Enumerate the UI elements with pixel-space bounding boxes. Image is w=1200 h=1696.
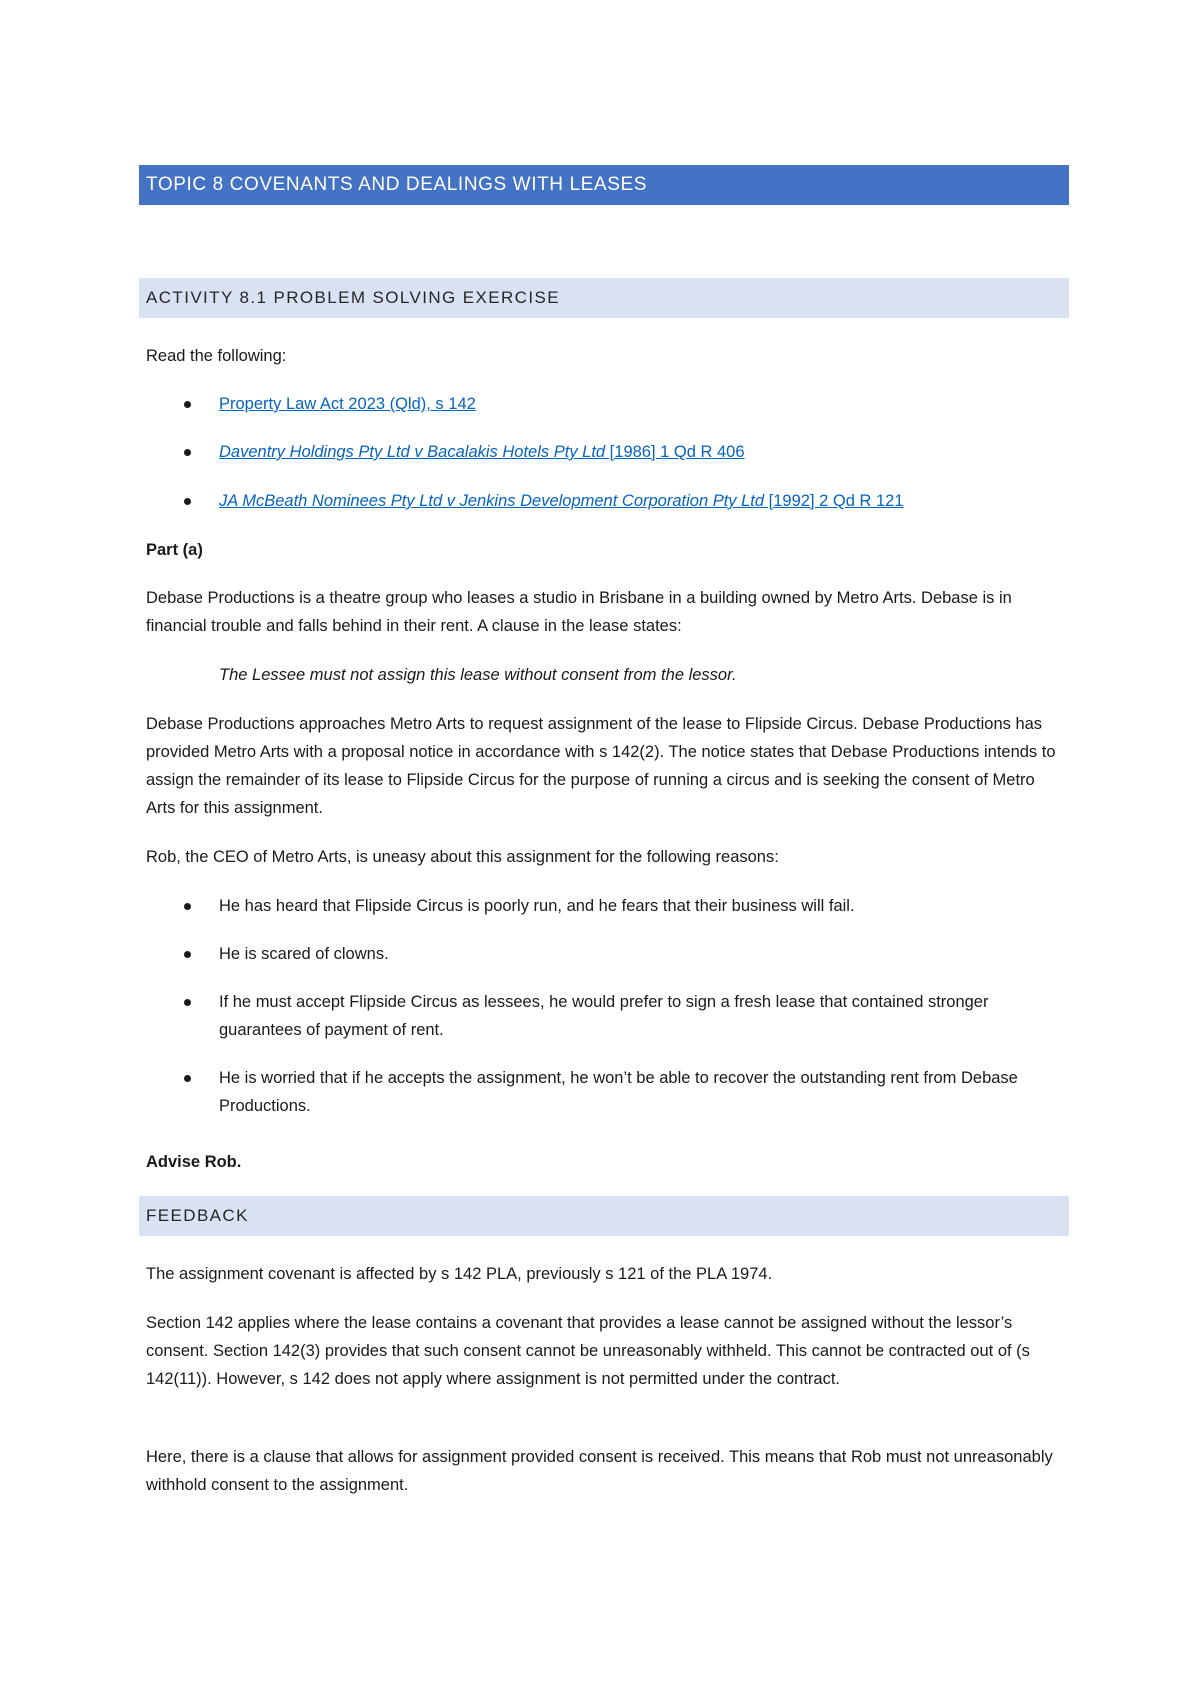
case-citation: [1986] 1 Qd R 406 <box>605 443 745 461</box>
case-name: JA McBeath Nominees Pty Ltd v Jenkins Development Corporation Pty Ltd <box>219 492 765 510</box>
lease-clause-quote: The Lessee must not assign this lease without consent from the lessor. <box>219 666 737 684</box>
bullet-icon <box>184 951 191 958</box>
topic-heading: TOPIC 8 COVENANTS AND DEALINGS WITH LEASES <box>139 165 1069 205</box>
advise-instruction: Advise Rob. <box>146 1153 242 1171</box>
activity-heading: ACTIVITY 8.1 PROBLEM SOLVING EXERCISE <box>139 278 1069 318</box>
reason-text: If he must accept Flipside Circus as lessees, he would prefer to sign a fresh lease that contained stronger guarantees of payment of rent. <box>219 993 989 1039</box>
feedback-paragraph-1: The assignment covenant is affected by s 142 PLA, previously s 121 of the PLA 1974. <box>146 1265 773 1283</box>
bullet-icon <box>184 449 191 456</box>
feedback-paragraph-3: Here, there is a clause that allows for assignment provided consent is received. This means that Rob must not unreasonably withhold consent to the assignment. <box>146 1448 1053 1494</box>
part-a-label: Part (a) <box>146 541 203 559</box>
case-name: Daventry Holdings Pty Ltd v Bacalakis Hotels Pty Ltd <box>219 443 606 461</box>
feedback-paragraph-2: Section 142 applies where the lease contains a covenant that provides a lease cannot be assigned without the lessor’s consent. Section 142(3) provides that such consent cannot be unreasonably withheld. This cannot be contracted out of (s 142(11)). However, s 142 does not apply where assignment is not permitted under the contract. <box>146 1314 1030 1388</box>
bullet-icon <box>184 1075 191 1082</box>
reason-item <box>146 940 1066 968</box>
bullet-icon <box>184 401 191 408</box>
case-citation: [1992] 2 Qd R 121 <box>764 492 904 510</box>
reason-item <box>146 892 1066 920</box>
reason-text: He has heard that Flipside Circus is poorly run, and he fears that their business will fail. <box>219 897 855 915</box>
mcbeath-case-link[interactable] <box>219 492 904 510</box>
bullet-icon <box>184 999 191 1006</box>
bullet-icon <box>184 498 191 505</box>
part-a-paragraph-2: Debase Productions approaches Metro Arts to request assignment of the lease to Flipside Circus. Debase Productions has provided Metro Arts with a proposal notice in accordance with s 142(2). The notice states that Debase Productions intends to assign the remainder of its lease to Flipside Circus for the purpose of running a circus and is seeking the consent of Metro Arts for this assignment. <box>146 715 1056 817</box>
bullet-icon <box>184 903 191 910</box>
reason-item <box>146 1064 1066 1120</box>
reading-list-item <box>146 390 1066 418</box>
reading-list <box>146 390 1066 515</box>
feedback-heading: FEEDBACK <box>139 1196 1069 1236</box>
property-law-act-link[interactable]: Property Law Act 2023 (Qld), s 142 <box>219 395 476 413</box>
reason-item <box>146 988 1066 1044</box>
reading-list-item <box>146 438 1066 466</box>
part-a-paragraph-1: Debase Productions is a theatre group who leases a studio in Brisbane in a building owned by Metro Arts. Debase is in financial trouble and falls behind in their rent. A clause in the lease states: <box>146 589 1012 635</box>
daventry-case-link[interactable] <box>219 443 745 461</box>
part-a-paragraph-3: Rob, the CEO of Metro Arts, is uneasy about this assignment for the following reasons: <box>146 848 779 866</box>
reading-list-item <box>146 487 1066 515</box>
reading-intro: Read the following: <box>146 347 287 365</box>
reason-text: He is scared of clowns. <box>219 945 389 963</box>
reasons-list <box>146 892 1066 1120</box>
reason-text: He is worried that if he accepts the assignment, he won’t be able to recover the outstanding rent from Debase Productions. <box>219 1069 1018 1115</box>
